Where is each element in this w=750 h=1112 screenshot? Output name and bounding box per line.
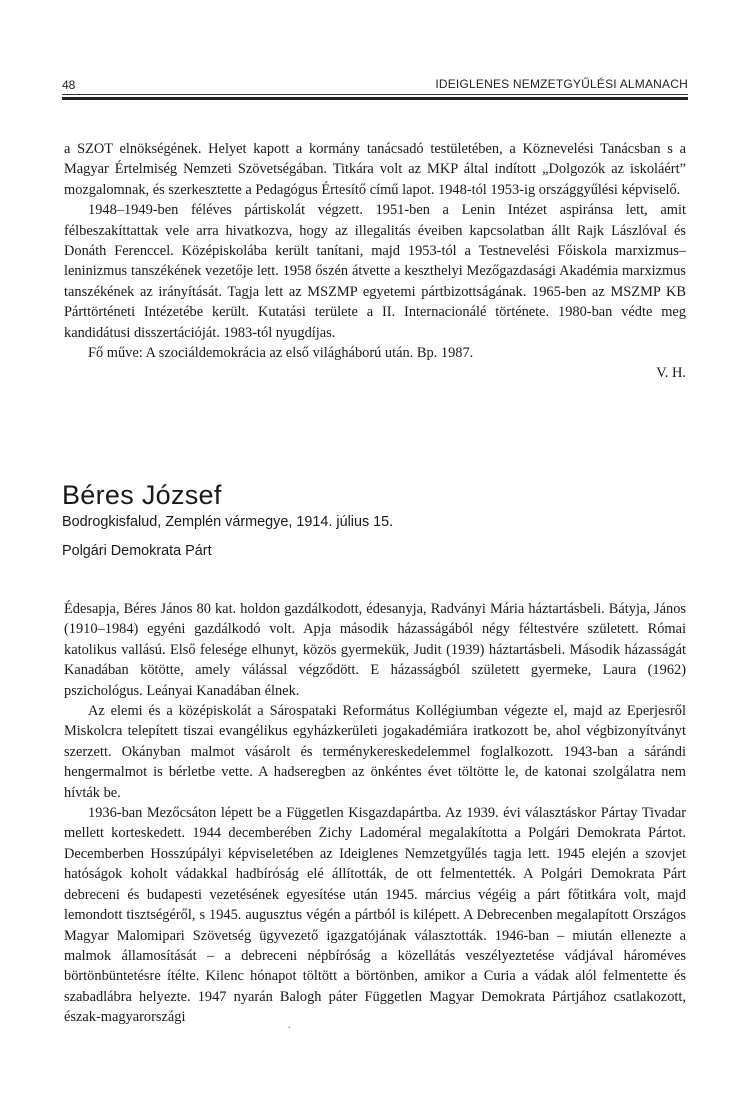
biography-paragraph: Az elemi és a középiskolát a Sárospataki Református Kollégiumban végezte el, majd az Eperjesről Miskolcra telepített tiszai evangélikus egyházkerületi jogakadémiára iratkozott be, ahol végbizonyítványt szerzett. Okányban malmot vásárolt és terménykereskedelemmel foglalkozott. 1943-ban a sárándi hengermalmot is bérletbe vette. A hadseregben az önkéntes évet töltötte le, de katonai szolgálatra nem hívták be. bbox=[64, 703, 686, 801]
previous-entry-paragraph: 1948–1949-ben féléves pártiskolát végzett. 1951-ben a Lenin Intézet aspiránsa lett, amit félbeszakíttattak vele arra hivatkozva, hogy az illegalitás éveiben kapcsolatban állt Rajk Lászlóval és Donáth Ferenccel. Középiskolába került tanítani, majd 1953-tól a Testnevelési Főiskola marxizmus–leninizmus tanszékének vezetője lett. 1958 őszén átvette a keszthelyi Mezőgazdasági Akadémia marxizmus tanszékének az irányítását. Tagja lett az MSZMP egyetemi pártbizottságának. 1965-ben az MSZMP KB Párttörténeti Intézetébe került. Kutatási területe a II. Internacionálé története. 1980-ban védte meg kandidátusi disszertációját. 1983-tól nyugdíjas. bbox=[64, 202, 686, 341]
header-rule-thick bbox=[62, 97, 688, 100]
previous-entry-main-work: Fő műve: A szociáldemokrácia az első világháború után. Bp. 1987. bbox=[88, 345, 474, 362]
biography-paragraph: Édesapja, Béres János 80 kat. holdon gazdálkodott, édesanyja, Radványi Mária háztartásbeli. Bátyja, János (1910–1984) egyéni gazdálkodó volt. Apja második házasságából négy féltestvére született. Római katolikus vallású. Első felesége elhunyt, közös gyermekük, Judit (1939) háztartásbeli. Második házasságát Kanadában kötötte, amely válással végződött. E házasságból született gyermeke, Laura (1962) pszichológus. Leányai Kanadában élnek. bbox=[64, 601, 686, 699]
previous-entry-text bbox=[64, 139, 686, 384]
running-header: IDEIGLENES NEMZETGYŰLÉSI ALMANACH bbox=[435, 77, 688, 91]
header-rule-thin bbox=[62, 94, 688, 95]
entry-party: Polgári Demokrata Párt bbox=[62, 543, 212, 559]
author-signature: V. H. bbox=[656, 365, 686, 382]
previous-entry-paragraph: a SZOT elnökségének. Helyet kapott a kormány tanácsadó testületében, a Köznevelési Tanácsban s a Magyar Értelmiség Nemzeti Szövetségában. Titkára volt az MKP által indított „Dolgozók az iskoláért” mozgalomnak, és szerkesztette a Pedagógus Értesítő című lapot. 1948-tól 1953-ig országgyűlési képviselő. bbox=[64, 141, 686, 198]
biography-paragraph: 1936-ban Mezőcsáton lépett be a Független Kisgazdapártba. Az 1939. évi választáskor Pártay Tivadar mellett korteskedett. 1944 decemberében Zichy Ladoméral megalakította a Polgári Demokrata Pártot. Decemberben Hosszúpályi képviseletében az Ideiglenes Nemzetgyűlés tagja lett. 1945 elején a szovjet hatóságok koholt vádakkal hadbíróság elé állították, de ott felmentették. A Polgári Demokrata Párt debreceni és budapesti vezetésének egyesítése után 1945. március végéig a párt főtitkára volt, majd lemondott tisztségéről, s 1945. augusztus végén a pártból is kilépett. A Debrecenben megalapított Országos Magyar Malomipari Szövetség ügyvezető igazgatójának választották. 1946-ban – miután ellenezte a malmok államosítását – a debreceni népbíróság a közellátás veszélyeztetése vádjával hároméves börtönbüntetésre ítélte. Kilenc hónapot töltött a börtönben, amikor a Curia a vádak alól felmentette és szabadlábra helyezte. 1947 nyarán Balogh páter Független Magyar Demokrata Pártjához csatlakozott, észak-magyarországi bbox=[64, 805, 686, 1026]
biography-text bbox=[64, 599, 686, 1028]
entry-name: Béres József bbox=[62, 480, 222, 510]
footer-mark: . bbox=[288, 1020, 291, 1031]
entry-birth: Bodrogkisfalud, Zemplén vármegye, 1914. július 15. bbox=[62, 514, 394, 530]
page-number: 48 bbox=[62, 78, 76, 92]
